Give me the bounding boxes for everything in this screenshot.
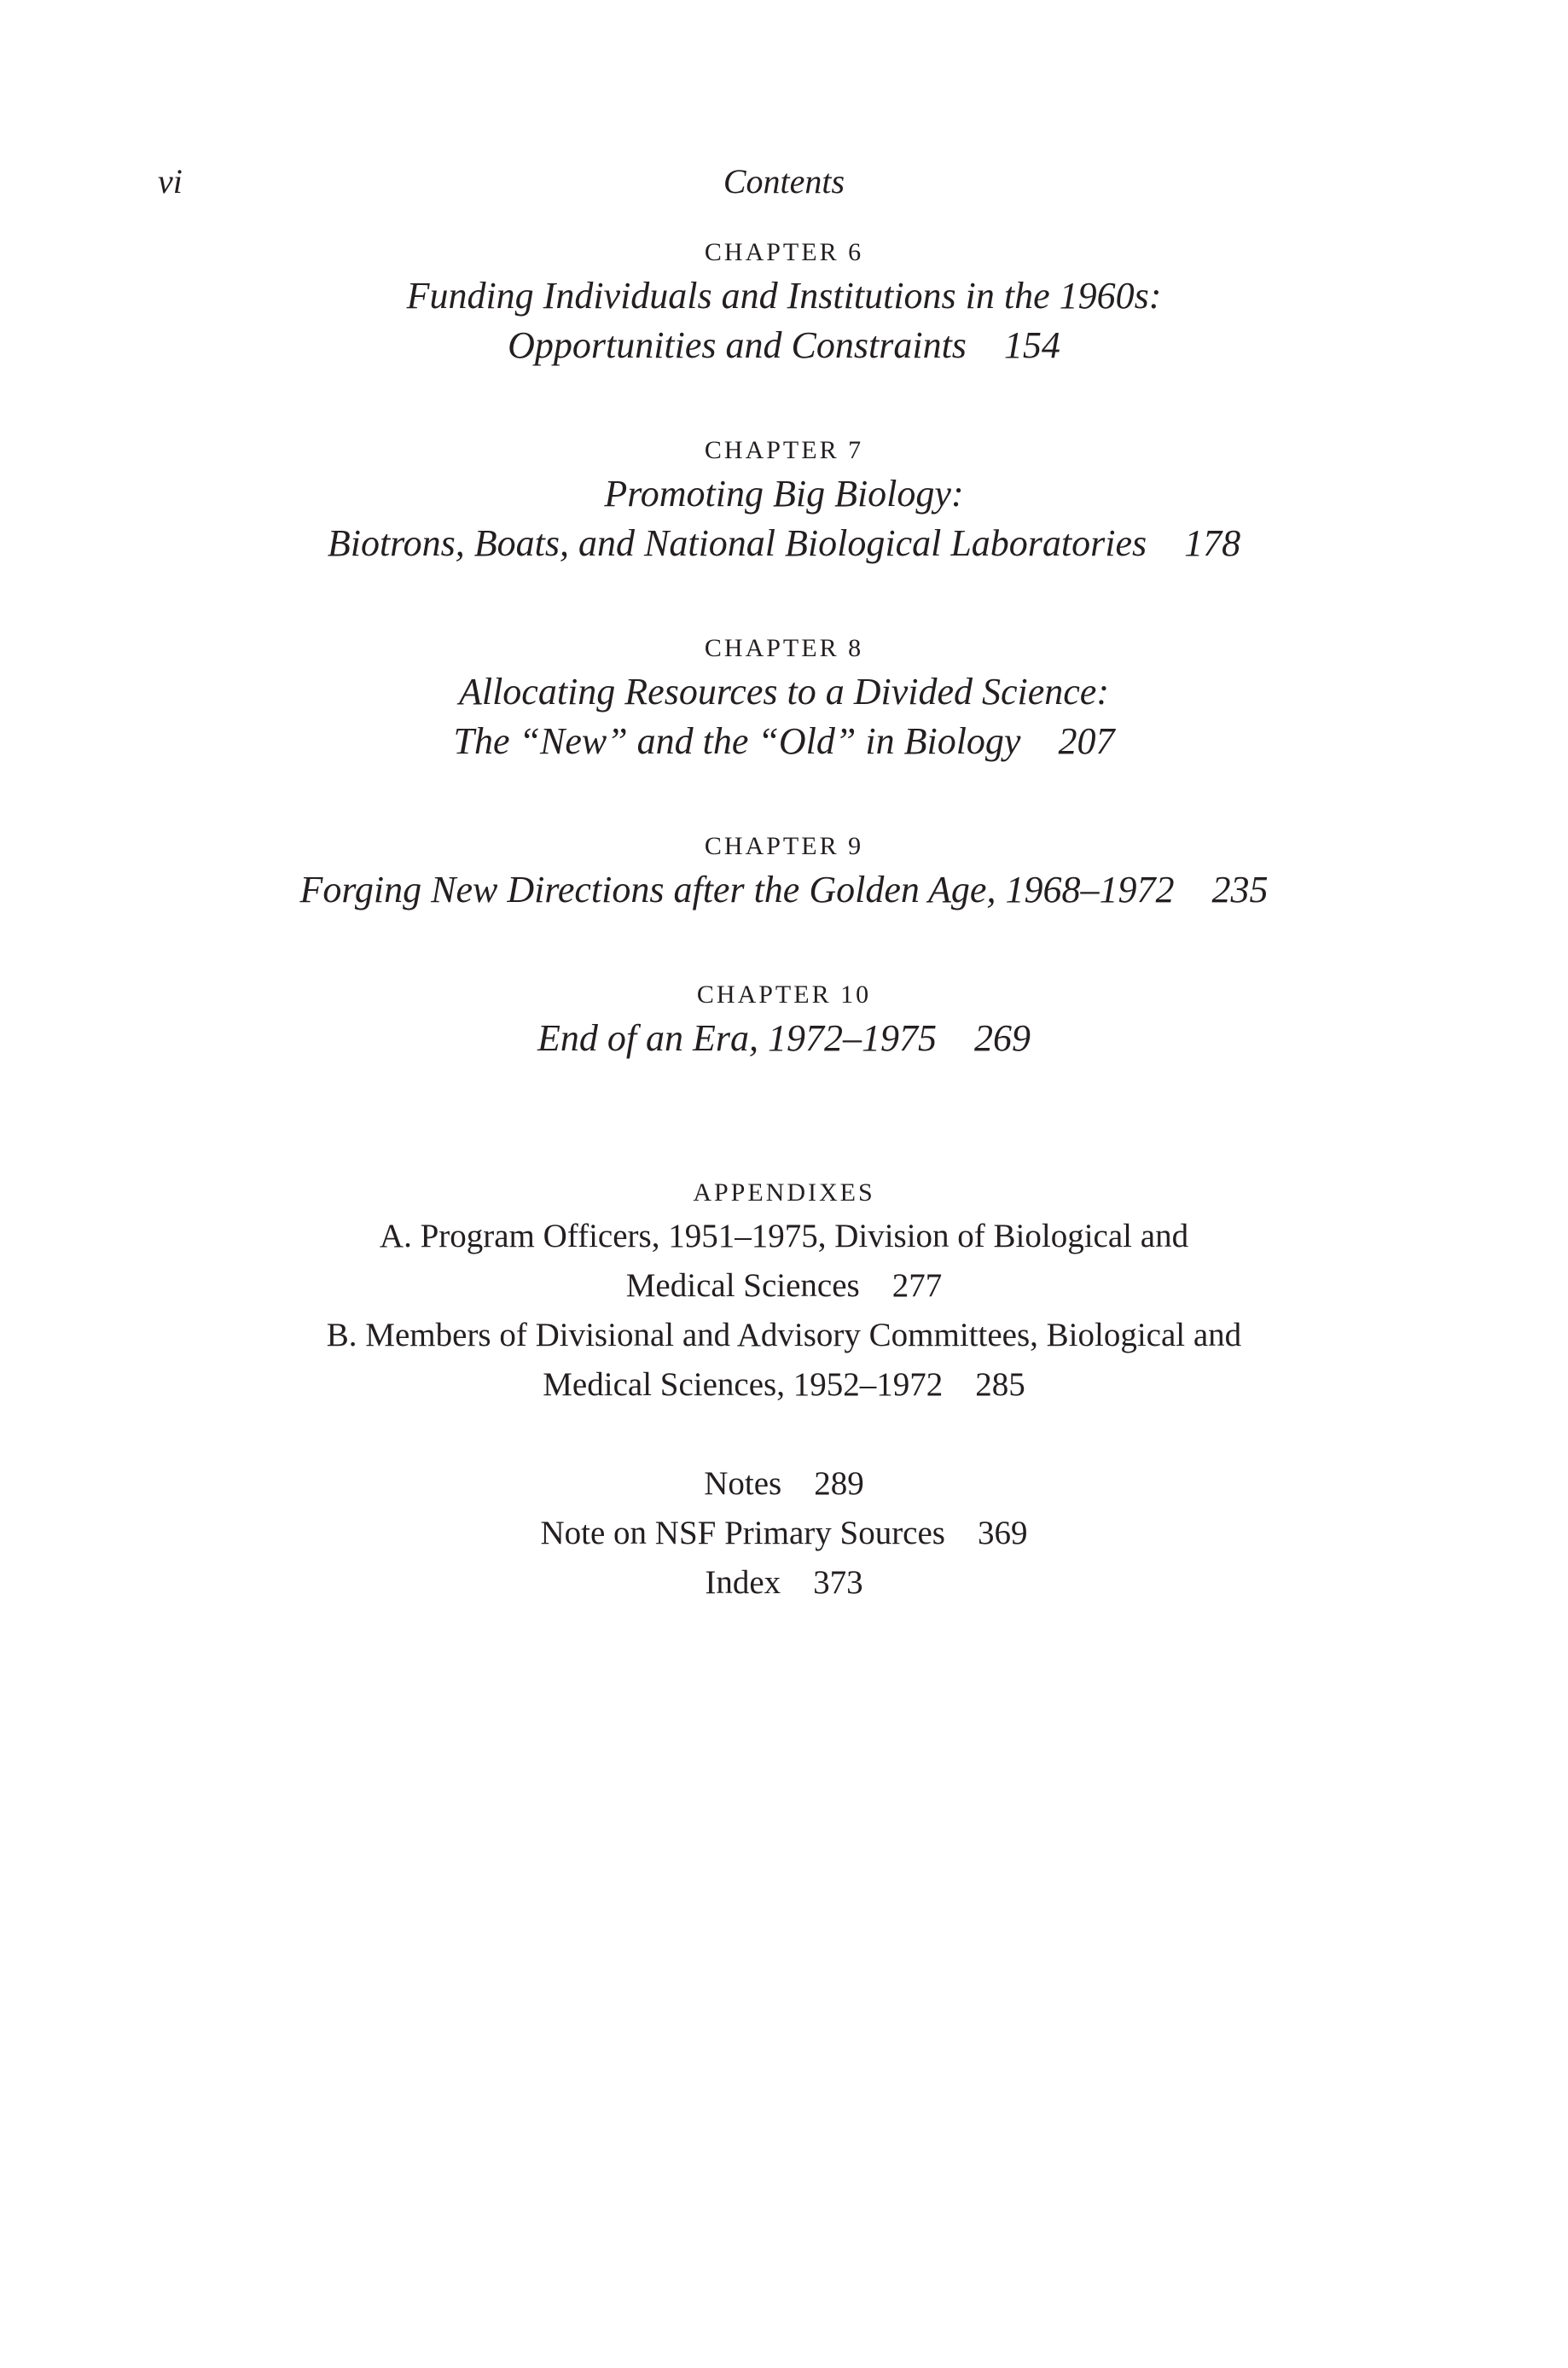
chapter-title-text: Forging New Directions after the Golden Age, 1968–1972 — [299, 869, 1175, 911]
chapter-title: Allocating Resources to a Divided Science: — [458, 671, 1109, 713]
chapter-title: Promoting Big Biology: — [604, 473, 964, 515]
chapter-title: Funding Individuals and Institutions in the 1960s: — [406, 275, 1162, 317]
appendix-line: A. Program Officers, 1951–1975, Division of Biological and — [379, 1218, 1189, 1254]
back-matter-page-number: 369 — [977, 1515, 1028, 1551]
chapter-title-line — [0, 519, 1568, 568]
back-matter-item — [0, 1558, 1568, 1608]
chapter-page-number: 154 — [1003, 324, 1060, 366]
chapter-page-number: 269 — [974, 1017, 1031, 1059]
back-matter-page-number: 289 — [814, 1465, 864, 1502]
chapter-title-line — [0, 865, 1568, 915]
running-title: Contents — [723, 162, 845, 201]
chapter-title-line — [0, 1014, 1568, 1063]
back-matter-page-number: 373 — [813, 1564, 863, 1601]
back-matter-title: Notes — [704, 1465, 782, 1502]
chapter-page-number: 207 — [1058, 720, 1115, 762]
chapter-title-text: End of an Era, 1972–1975 — [537, 1017, 938, 1059]
back-matter-title: Index — [705, 1564, 781, 1601]
chapter-title-text: Opportunities and Constraints — [508, 324, 967, 366]
appendix-page-number: 285 — [975, 1366, 1025, 1403]
chapter-title-line — [0, 321, 1568, 370]
appendix-text: Medical Sciences — [625, 1267, 860, 1304]
back-matter-title: Note on NSF Primary Sources — [540, 1515, 945, 1551]
appendix-page-number: 277 — [891, 1267, 943, 1304]
chapter-page-number: 178 — [1184, 522, 1241, 564]
appendix-line — [0, 1360, 1568, 1410]
chapter-label: CHAPTER 9 — [704, 832, 864, 860]
chapter-label: CHAPTER 10 — [696, 980, 872, 1009]
chapter-title-line — [0, 717, 1568, 766]
appendix-line — [0, 1261, 1568, 1311]
chapter-label: CHAPTER 8 — [704, 634, 864, 662]
appendix-line: B. Members of Divisional and Advisory Committees, Biological and — [326, 1317, 1242, 1353]
chapter-title-text: The “New” and the “Old” in Biology — [453, 720, 1021, 762]
page-number: vi — [158, 162, 183, 201]
chapter-page-number: 235 — [1211, 869, 1269, 911]
chapter-title-text: Biotrons, Boats, and National Biological Laboratories — [327, 522, 1147, 564]
back-matter-item — [0, 1509, 1568, 1558]
appendix-text: Medical Sciences, 1952–1972 — [543, 1366, 944, 1403]
chapter-label: CHAPTER 7 — [704, 436, 864, 464]
appendixes-label: APPENDIXES — [693, 1178, 875, 1207]
back-matter-item — [0, 1459, 1568, 1509]
chapter-label: CHAPTER 6 — [704, 238, 864, 266]
